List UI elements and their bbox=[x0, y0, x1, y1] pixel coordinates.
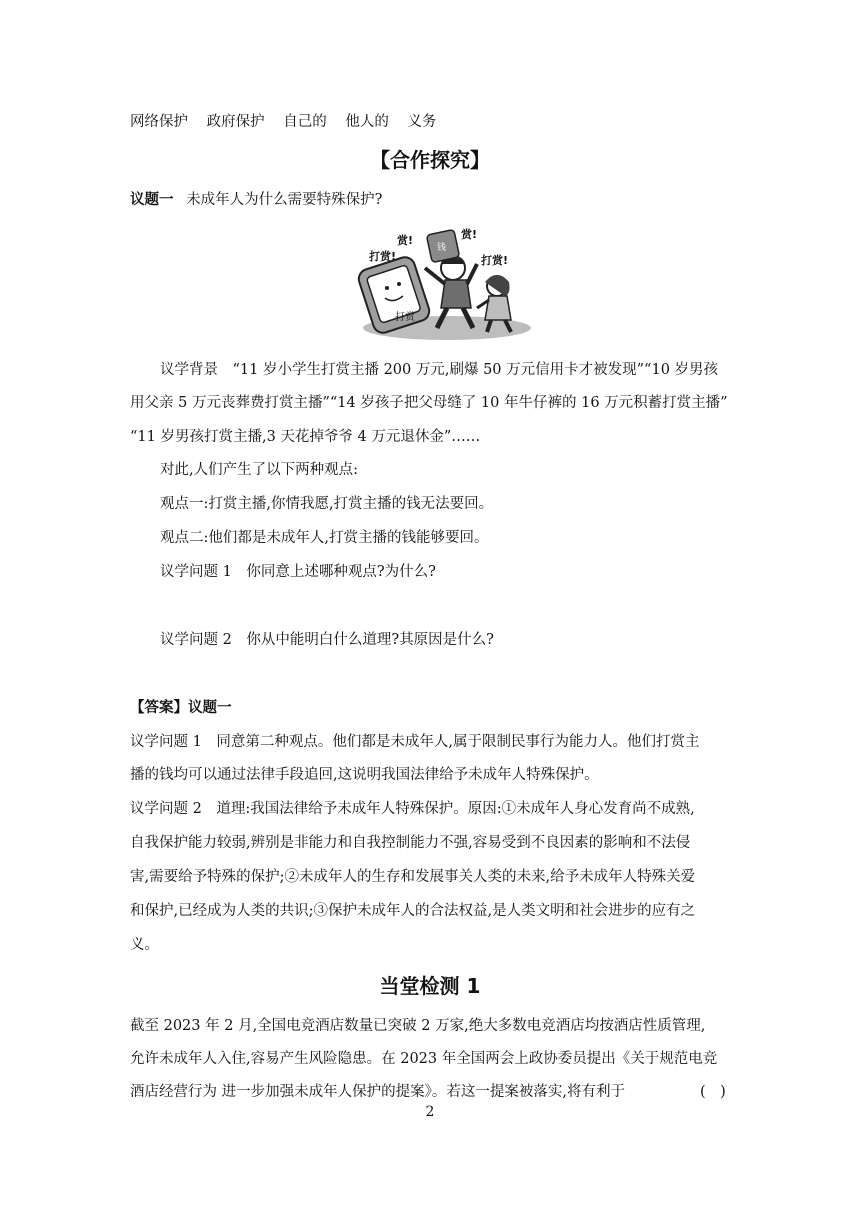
answer-line: 自我保护能力较弱,辨别是非能力和自我控制能力不强,容易受到不良因素的影响和不法侵 bbox=[130, 835, 691, 851]
answer-line: 议学问题 1 同意第二种观点。他们都是未成年人,属于限制民事行为能力人。他们打赏主 bbox=[130, 734, 700, 750]
tipping-cartoon-illustration bbox=[355, 224, 533, 342]
keyword: 政府保护 bbox=[206, 114, 265, 130]
money-bag-drawing bbox=[426, 229, 459, 262]
answer-label: 【答案】议题一 bbox=[130, 700, 232, 716]
background-line: 用父亲 5 万元丧葬费打赏主播”“14 岁孩子把父母缝了 10 年牛仔裤的 16 万元积蓄打赏主播” bbox=[130, 395, 728, 411]
keyword: 网络保护 bbox=[130, 114, 188, 130]
keyword: 义务 bbox=[407, 114, 437, 130]
check-title: 当堂检测 1 bbox=[379, 974, 481, 998]
page-number: 2 bbox=[425, 1104, 435, 1120]
view-two: 观点二:他们都是未成年人,打赏主播的钱能够要回。 bbox=[160, 530, 489, 546]
check-line: 允许未成年人入住,容易产生风险隐患。在 2023 年全国两会上政协委员提出《关于规范电竞 bbox=[130, 1051, 718, 1067]
answer-line: 议学问题 2 道理:我国法律给予未成年人特殊保护。原因:①未成年人身心发育尚不成熟, bbox=[130, 801, 695, 817]
answer-bracket: ( ) bbox=[700, 1084, 726, 1100]
shout-text: 打赏! bbox=[369, 250, 397, 263]
keyword: 自己的 bbox=[283, 114, 327, 130]
phone-screen-text: 打赏 bbox=[395, 312, 415, 323]
background-line: “11 岁男孩打赏主播,3 天花掉爷爷 4 万元退休金”…… bbox=[130, 429, 481, 445]
views-intro: 对此,人们产生了以下两种观点: bbox=[160, 462, 358, 478]
bag-label: 钱 bbox=[437, 243, 447, 253]
check-line: 酒店经营行为 进一步加强未成年人保护的提案》。若这一提案被落实,将有利于 bbox=[130, 1084, 625, 1100]
shout-text: 打赏! bbox=[481, 254, 509, 267]
question-one: 议学问题 1 你同意上述哪种观点?为什么? bbox=[160, 564, 436, 580]
shout-text: 赏! bbox=[461, 228, 478, 241]
top-keyword-line bbox=[130, 112, 730, 132]
topic1-line bbox=[130, 190, 730, 210]
topic1-question: 未成年人为什么需要特殊保护? bbox=[186, 192, 383, 208]
question-two: 议学问题 2 你从中能明白什么道理?其原因是什么? bbox=[160, 632, 494, 648]
view-one: 观点一:打赏主播,你情我愿,打赏主播的钱无法要回。 bbox=[160, 496, 494, 512]
answer-line: 害,需要给予特殊的保护;②未成年人的生存和发展事关人类的未来,给予未成年人特殊关爱 bbox=[130, 869, 696, 885]
answer-line: 和保护,已经成为人类的共识;③保护未成年人的合法权益,是人类文明和社会进步的应有之 bbox=[130, 903, 696, 919]
shout-text: 赏! bbox=[397, 234, 414, 247]
keyword: 他人的 bbox=[345, 114, 389, 130]
check-line: 截至 2023 年 2 月,全国电竞酒店数量已突破 2 万家,绝大多数电竞酒店均按酒店性质管理, bbox=[130, 1018, 706, 1034]
answer-line: 义。 bbox=[130, 937, 159, 953]
topic1-label: 议题一 bbox=[130, 192, 174, 208]
section-title: 【合作探究】 bbox=[370, 148, 490, 172]
background-line: 议学背景 “11 岁小学生打赏主播 200 万元,刷爆 50 万元信用卡才被发现”“10 岁男孩 bbox=[160, 362, 719, 378]
answer-line: 播的钱均可以通过法律手段追回,这说明我国法律给予未成年人特殊保护。 bbox=[130, 767, 599, 783]
